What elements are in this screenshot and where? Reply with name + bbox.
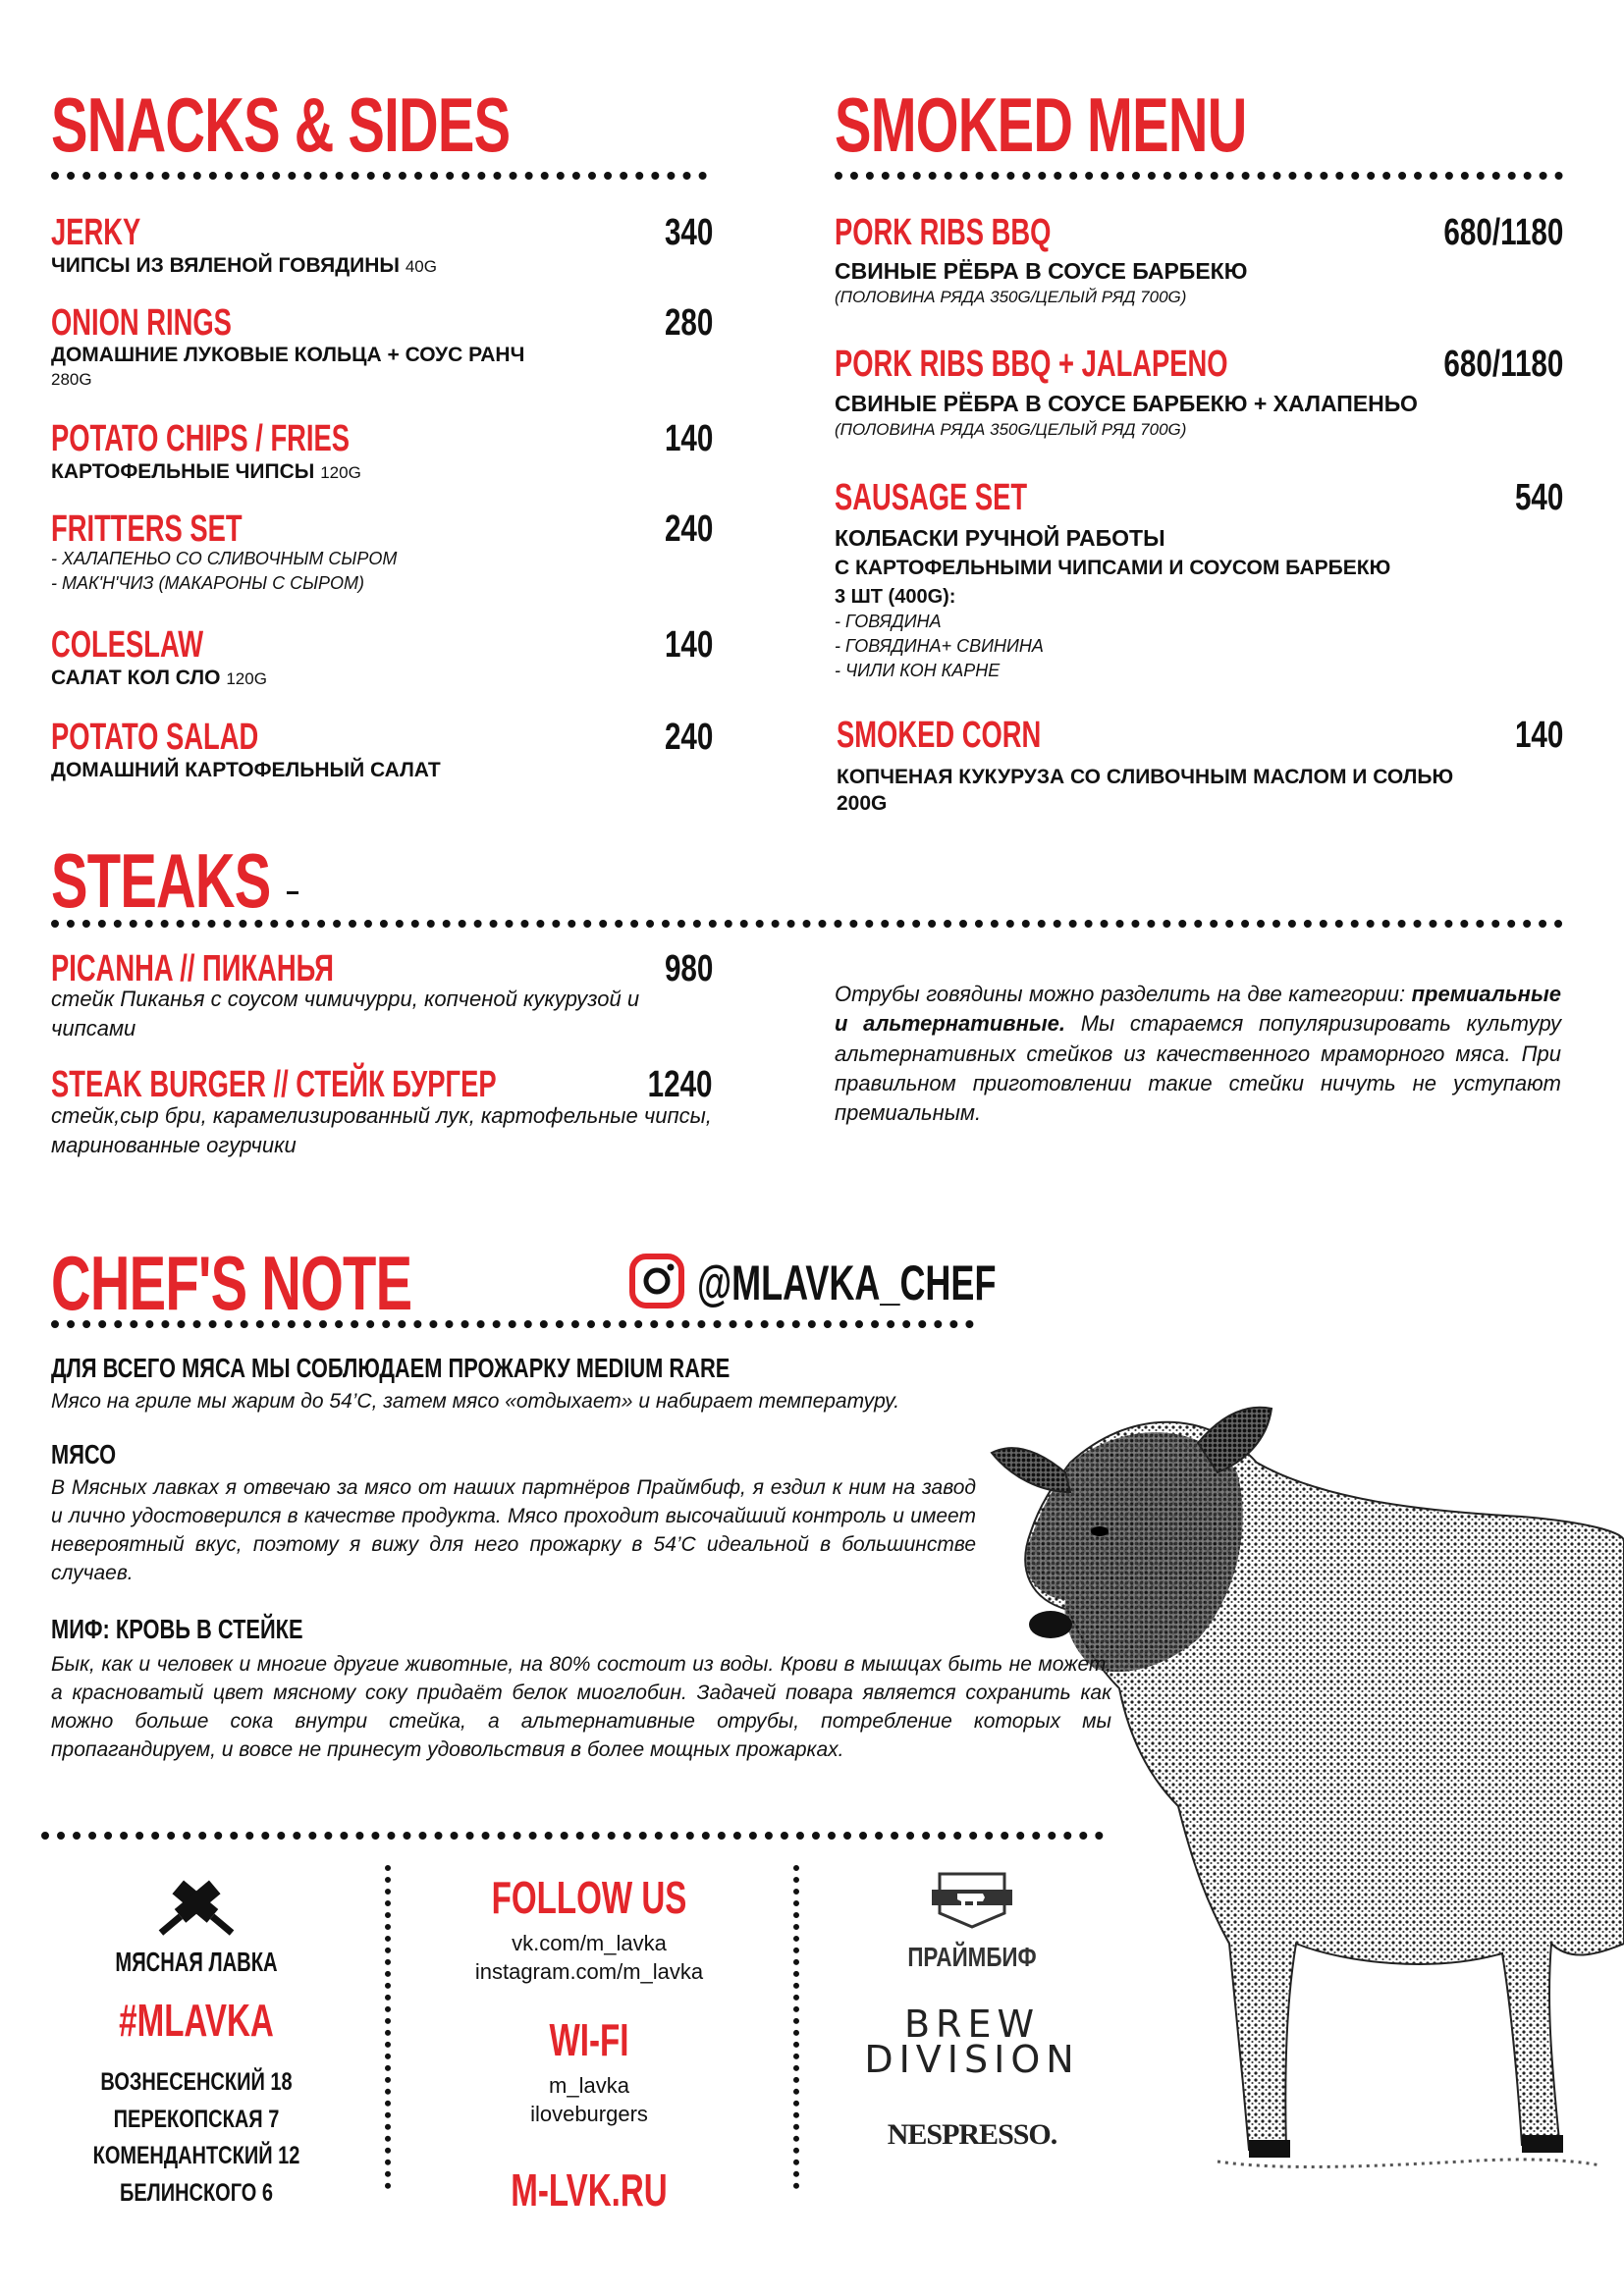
item-name: JERKY	[51, 212, 141, 253]
item-portion: (ПОЛОВИНА РЯДА 350G/ЦЕЛЫЙ РЯД 700G)	[835, 288, 1187, 306]
item-price: 280	[664, 302, 713, 344]
item-desc: ЧИПСЫ ИЗ ВЯЛЕНОЙ ГОВЯДИНЫ 40G	[51, 254, 437, 277]
item-desc: КОЛБАСКИ РУЧНОЙ РАБОТЫ	[835, 525, 1165, 551]
item-name: POTATO SALAD	[51, 717, 259, 758]
divider	[41, 1832, 1104, 1840]
address: ВОЗНЕСЕНСКИЙ 18	[100, 2068, 293, 2096]
steaks-note: Отрубы говядины можно разделить на две категории: премиальные и альтернативные. Мы стараемся популяризировать культуру альтернативных стейков из качественного мраморного мяса. При правильном приготовлении такие стейки ничуть не уступают премиальным.	[835, 982, 1561, 1126]
wifi-password: iloveburgers	[530, 2101, 648, 2126]
smoked-title: SMOKED MENU	[835, 81, 1247, 168]
dash-mark	[287, 891, 298, 894]
item-option: - МАК'Н'ЧИЗ (МАКАРОНЫ С СЫРОМ)	[51, 573, 365, 593]
note-heading: ДЛЯ ВСЕГО МЯСА МЫ СОБЛЮДАЕМ ПРОЖАРКУ MEDIUM RARE	[51, 1353, 731, 1383]
item-desc: С КАРТОФЕЛЬНЫМИ ЧИПСАМИ И СОУСОМ БАРБЕКЮ	[835, 557, 1391, 579]
snacks-title: SNACKS & SIDES	[51, 81, 511, 168]
item-desc: 3 ШТ (400G):	[835, 586, 956, 608]
address: БЕЛИНСКОГО 6	[119, 2178, 274, 2207]
divider	[51, 172, 707, 180]
item-name: SAUSAGE SET	[835, 477, 1028, 518]
note-text: В Мясных лавках я отвечаю за мясо от наших партнёров Праймбиф, я ездил к ним на завод и лично удостоверился в качестве продукта. Мясо проходит высочайший контроль и имеет невероятный вкус, поэтому я вижу для него прожарку в 54’С идеальной в большинстве случаев.	[51, 1476, 976, 1584]
divider	[51, 920, 1563, 928]
site-link[interactable]: M-LVK.RU	[511, 2164, 668, 2216]
item-name: ONION RINGS	[51, 302, 232, 344]
instagram-handle-text: @MLAVKA_CHEF	[697, 1255, 997, 1310]
note-text: Мясо на гриле мы жарим до 54’С, затем мясо «отдыхает» и набирает температуру.	[51, 1390, 900, 1413]
item-name: PORK RIBS BBQ + JALAPENO	[835, 344, 1228, 385]
item-name: SMOKED CORN	[837, 715, 1042, 756]
item-desc: стейк Пиканья с соусом чимичурри, копченой кукурузой и чипсами	[51, 987, 640, 1041]
partner-primebeef: ПРАЙМБИФ	[907, 1942, 1037, 1972]
item-desc: стейк,сыр бри, карамелизированный лук, картофельные чипсы, маринованные огурчики	[51, 1103, 712, 1158]
partner-brew-line: BREW	[903, 2002, 1041, 2046]
item-option: - ГОВЯДИНА	[835, 612, 942, 631]
item-price: 540	[1514, 477, 1563, 518]
footer-brand-col	[59, 1877, 334, 2212]
item-option: - ГОВЯДИНА+ СВИНИНА	[835, 636, 1044, 656]
item-weight: 280G	[51, 370, 92, 389]
address: ПЕРЕКОПСКАЯ 7	[113, 2105, 280, 2133]
footer-divider	[385, 1865, 391, 2189]
item-name: FRITTERS SET	[51, 508, 243, 550]
item-name: PICANHA // ПИКАНЬЯ	[51, 948, 334, 989]
item-price: 340	[664, 212, 713, 253]
item-option: - ХАЛАПЕНЬО СО СЛИВОЧНЫМ СЫРОМ	[51, 549, 398, 568]
address-list	[59, 2064, 334, 2212]
item-desc: КАРТОФЕЛЬНЫЕ ЧИПСЫ 120G	[51, 460, 361, 483]
brand-name: МЯСНАЯ ЛАВКА	[115, 1947, 278, 1977]
instagram-link[interactable]: instagram.com/m_lavka	[474, 1958, 704, 1984]
primebeef-logo-icon	[928, 1870, 1016, 1929]
divider	[51, 1320, 974, 1328]
note-heading: МЯСО	[51, 1439, 117, 1469]
note-heading: МИФ: КРОВЬ В СТЕЙКЕ	[51, 1614, 303, 1644]
partner-nespresso: NESPRESSO.	[887, 2118, 1057, 2152]
footer-divider	[793, 1865, 799, 2189]
wifi-heading: WI-FI	[549, 2014, 629, 2066]
divider	[835, 172, 1563, 180]
note-text: Бык, как и человек и многие другие животные, на 80% состоит из воды. Крови в мышцах быть не может, а красноватый цвет мясному соку придаёт белок миоглобин. Задачей повара является сохранить как можно больше сока внутри стейка, а альтернативные отрубы, потребление которых мы пропагандируем, и вовсе не принесут удовольствия в более мощных прожарках.	[51, 1653, 1111, 1761]
hashtag: #MLAVKA	[119, 1995, 274, 2046]
partner-division-line: DIVISION	[864, 2038, 1080, 2082]
item-option: - ЧИЛИ КОН КАРНЕ	[835, 661, 1001, 680]
partner-brew-division	[835, 2002, 1110, 2082]
item-desc: КОПЧЕНАЯ КУКУРУЗА СО СЛИВОЧНЫМ МАСЛОМ И СОЛЬЮ	[837, 766, 1454, 788]
footer-contacts-col	[422, 1872, 756, 2216]
item-desc: СВИНЫЕ РЁБРА В СОУСЕ БАРБЕКЮ	[835, 258, 1248, 284]
item-price: 140	[664, 418, 713, 459]
item-price: 1240	[648, 1064, 713, 1105]
item-name: PORK RIBS BBQ	[835, 212, 1052, 253]
item-name: STEAK BURGER // СТЕЙК БУРГЕР	[51, 1064, 497, 1105]
item-name: COLESLAW	[51, 624, 204, 666]
item-desc: СВИНЫЕ РЁБРА В СОУСЕ БАРБЕКЮ + ХАЛАПЕНЬО	[835, 391, 1418, 416]
item-name: POTATO CHIPS / FRIES	[51, 418, 351, 459]
item-desc: САЛАТ КОЛ СЛО 120G	[51, 667, 267, 689]
item-price: 140	[1514, 715, 1563, 756]
address: КОМЕНДАНТСКИЙ 12	[92, 2142, 300, 2169]
cleaver-knives-icon	[142, 1877, 250, 1936]
wifi-name: m_lavka	[549, 2073, 629, 2099]
item-desc: ДОМАШНИЕ ЛУКОВЫЕ КОЛЬЦА + СОУС РАНЧ	[51, 344, 525, 366]
item-price: 680/1180	[1443, 212, 1563, 253]
item-portion: (ПОЛОВИНА РЯДА 350G/ЦЕЛЫЙ РЯД 700G)	[835, 420, 1187, 439]
item-price: 980	[664, 948, 713, 989]
item-price: 240	[664, 717, 713, 758]
vk-link[interactable]: vk.com/m_lavka	[512, 1931, 667, 1955]
item-price: 240	[664, 508, 713, 550]
instagram-icon	[628, 1253, 685, 1309]
item-price: 140	[664, 624, 713, 666]
item-desc: ДОМАШНИЙ КАРТОФЕЛЬНЫЙ САЛАТ	[51, 759, 441, 781]
item-weight: 200G	[837, 792, 888, 815]
item-price: 680/1180	[1443, 344, 1563, 385]
chef-title: CHEF'S NOTE	[51, 1240, 412, 1326]
steaks-title: STEAKS	[51, 837, 271, 924]
follow-heading: FOLLOW US	[491, 1872, 687, 1923]
footer-partners-col	[835, 1870, 1110, 2152]
